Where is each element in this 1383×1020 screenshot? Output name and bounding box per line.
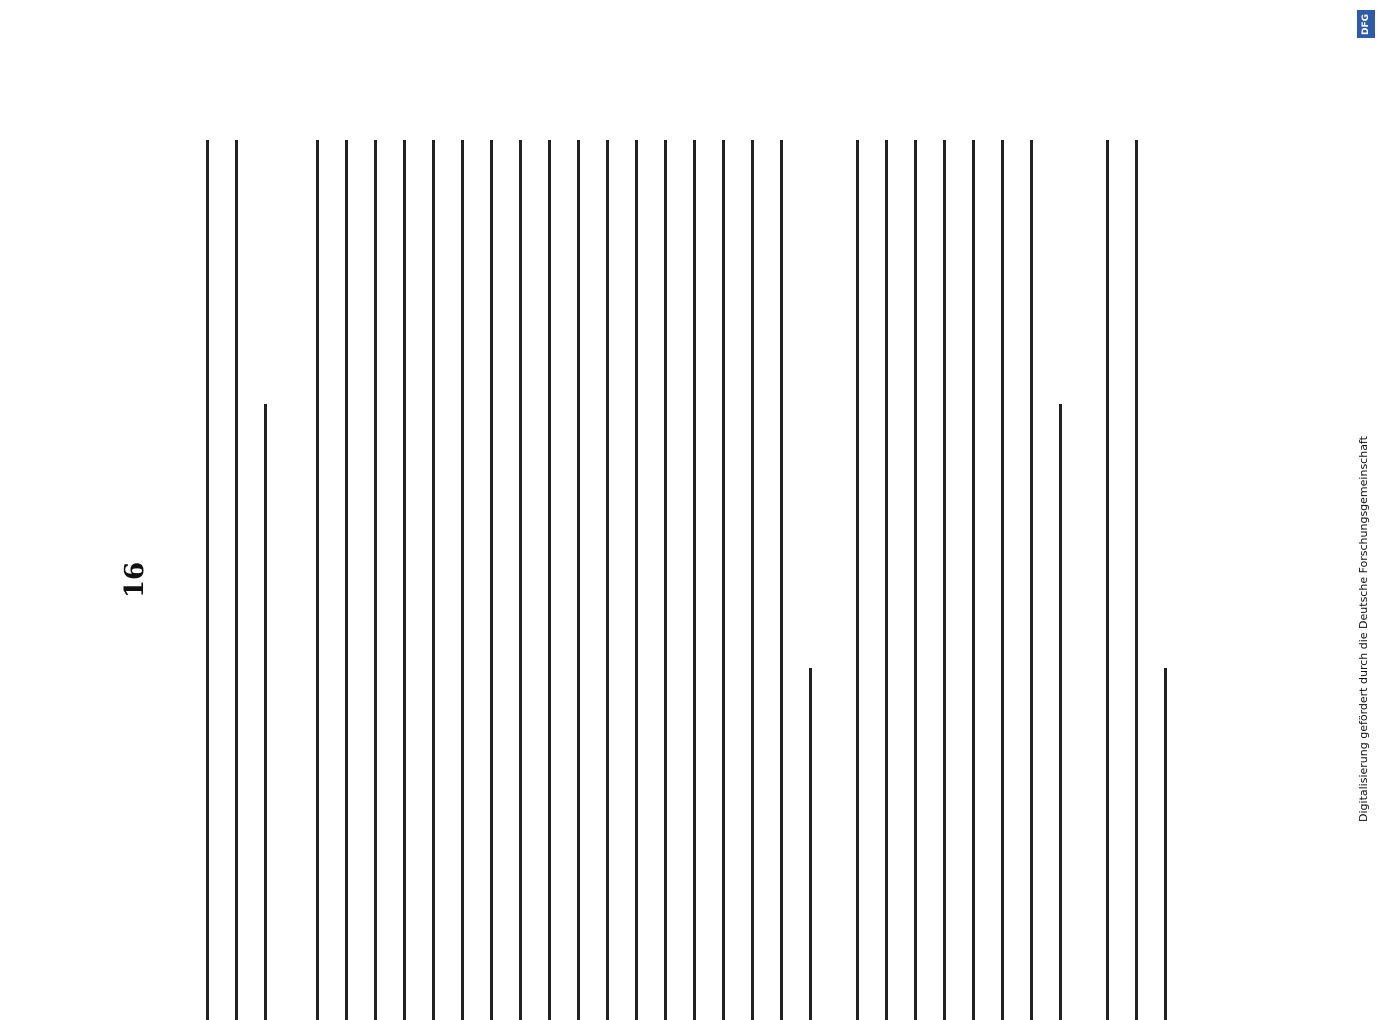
dfg-credit <box>1357 10 1375 830</box>
page-number: 16 <box>120 561 150 599</box>
paragraph <box>830 140 1062 1020</box>
paragraph <box>180 140 267 1020</box>
digitization-caption: Digitalisierung gefördert durch die Deutsche Forschungsgemeinschaft <box>1357 436 1370 822</box>
dfg-logo: DFG <box>1357 10 1375 38</box>
paragraph <box>1080 140 1167 1020</box>
rotated-text-area <box>120 140 1260 1020</box>
paragraph <box>290 140 812 1020</box>
